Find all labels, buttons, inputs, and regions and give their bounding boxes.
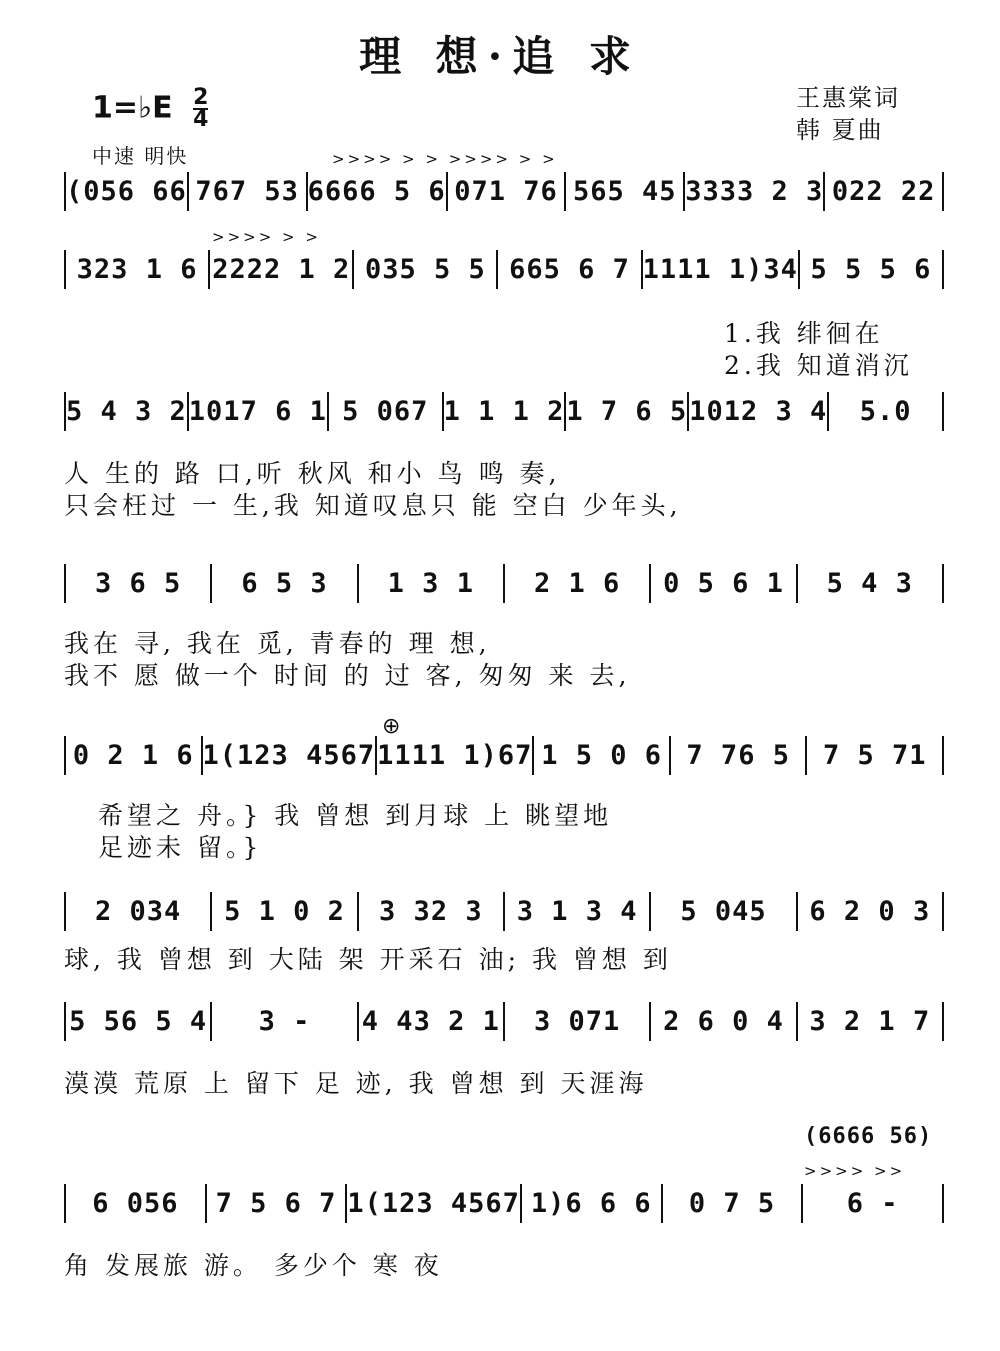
measure: 1 7 6 5 <box>566 392 689 431</box>
notation-line <box>64 1002 944 1041</box>
tempo-marking: 中速 明快 <box>92 144 189 168</box>
measure: 3333 2 3 <box>685 172 825 211</box>
accent-marks: >>>> > > <box>212 228 321 246</box>
lyric-line: 希望之 舟。} 我 曾想 到月球 上 眺望地 <box>98 801 613 830</box>
measure: 2222 1 2 <box>210 250 354 289</box>
lyric-line: 只会枉过 一 生,我 知道叹息只 能 空白 少年头, <box>64 491 682 520</box>
time-denominator: 4 <box>193 107 209 132</box>
measure: 565 45 <box>566 172 685 211</box>
measure: 1 3 1 <box>359 564 505 603</box>
lyric-line: 足迹未 留。} <box>98 833 263 862</box>
lyric-line: 2.我 知道消沉 <box>724 351 913 380</box>
measure: 5 5 5 6 <box>800 250 944 289</box>
notation-line <box>64 392 944 431</box>
notation-line <box>64 564 944 603</box>
measure: 5 1 0 2 <box>212 892 358 931</box>
measure: 3 32 3 <box>359 892 505 931</box>
measure: 022 22 <box>825 172 944 211</box>
composer-credit: 韩 夏曲 <box>796 116 884 144</box>
lyric-line: 角 发展旅 游。 多少个 寒 夜 <box>64 1251 443 1280</box>
measure: 5 067 <box>329 392 444 431</box>
measure: 7 5 6 7 <box>207 1184 348 1223</box>
measure: 035 5 5 <box>354 250 498 289</box>
lyric-line: 1.我 绯徊在 <box>724 319 884 348</box>
measure: 5.0 <box>829 392 944 431</box>
measure: 1 1 1 2 <box>444 392 567 431</box>
measure: 1111 1)67 <box>377 736 534 775</box>
notation-line <box>64 1184 944 1223</box>
measure: 1(123 4567 <box>203 736 378 775</box>
measure: 323 1 6 <box>64 250 210 289</box>
notation-line <box>64 172 944 211</box>
measure: 6 056 <box>64 1184 207 1223</box>
measure: 5 56 5 4 <box>64 1002 212 1041</box>
measure: 2 6 0 4 <box>651 1002 797 1041</box>
measure: 3 1 3 4 <box>505 892 651 931</box>
measure: 1017 6 1 <box>189 392 329 431</box>
measure: 1)6 6 6 <box>522 1184 663 1223</box>
measure: 5 045 <box>651 892 797 931</box>
song-title: 理 想·追 求 <box>359 32 641 81</box>
measure: 1(123 4567 <box>347 1184 522 1223</box>
measure: 2 034 <box>64 892 212 931</box>
measure: 6 2 0 3 <box>798 892 944 931</box>
accent-marks: >>>> >> <box>804 1162 906 1180</box>
lyric-line: 漠漠 荒原 上 留下 足 迹, 我 曾想 到 天涯海 <box>64 1069 648 1098</box>
measure: 1012 3 4 <box>689 392 829 431</box>
lyricist-credit: 王惠棠词 <box>796 84 900 112</box>
measure: 5 4 3 2 <box>64 392 189 431</box>
lyric-line: 我在 寻, 我在 觅, 青春的 理 想, <box>64 629 491 658</box>
notation-line <box>64 892 944 931</box>
time-signature <box>193 85 209 132</box>
measure: (056 66 <box>64 172 189 211</box>
measure: 7 5 71 <box>807 736 944 775</box>
lyric-line: 球, 我 曾想 到 大陆 架 开采石 油; 我 曾想 到 <box>64 945 672 974</box>
time-numerator: 2 <box>193 85 209 110</box>
measure: 5 4 3 <box>798 564 944 603</box>
measure: 2 1 6 <box>505 564 651 603</box>
measure: 3 - <box>212 1002 358 1041</box>
measure: 6 - <box>803 1184 944 1223</box>
lyric-line: 我不 愿 做一个 时间 的 过 客, 匆匆 来 去, <box>64 661 631 690</box>
measure: 0 7 5 <box>663 1184 804 1223</box>
measure: 665 6 7 <box>498 250 642 289</box>
key-label: 1=♭E <box>92 90 173 126</box>
measure: 3 2 1 7 <box>798 1002 944 1041</box>
lyric-line: 人 生的 路 口,听 秋风 和小 鸟 鸣 奏, <box>64 459 561 488</box>
measure: 0 2 1 6 <box>64 736 203 775</box>
measure: 3 071 <box>505 1002 651 1041</box>
measure: 4 43 2 1 <box>359 1002 505 1041</box>
measure: 6666 5 6 <box>308 172 448 211</box>
measure: 767 53 <box>189 172 308 211</box>
measure: 1111 1)34 <box>643 250 800 289</box>
measure: 3 6 5 <box>64 564 212 603</box>
measure: 6 5 3 <box>212 564 358 603</box>
notation-line <box>64 736 944 775</box>
key-signature <box>92 85 209 132</box>
measure: 0 5 6 1 <box>651 564 797 603</box>
ossia-passage: (6666 56) <box>804 1124 933 1149</box>
segno-mark: ⊕ <box>382 714 404 739</box>
measure: 7 76 5 <box>671 736 808 775</box>
notation-line <box>64 250 944 289</box>
measure: 1 5 0 6 <box>534 736 671 775</box>
measure: 071 76 <box>448 172 567 211</box>
accent-marks: >>>> > > >>>> > > <box>332 150 558 168</box>
